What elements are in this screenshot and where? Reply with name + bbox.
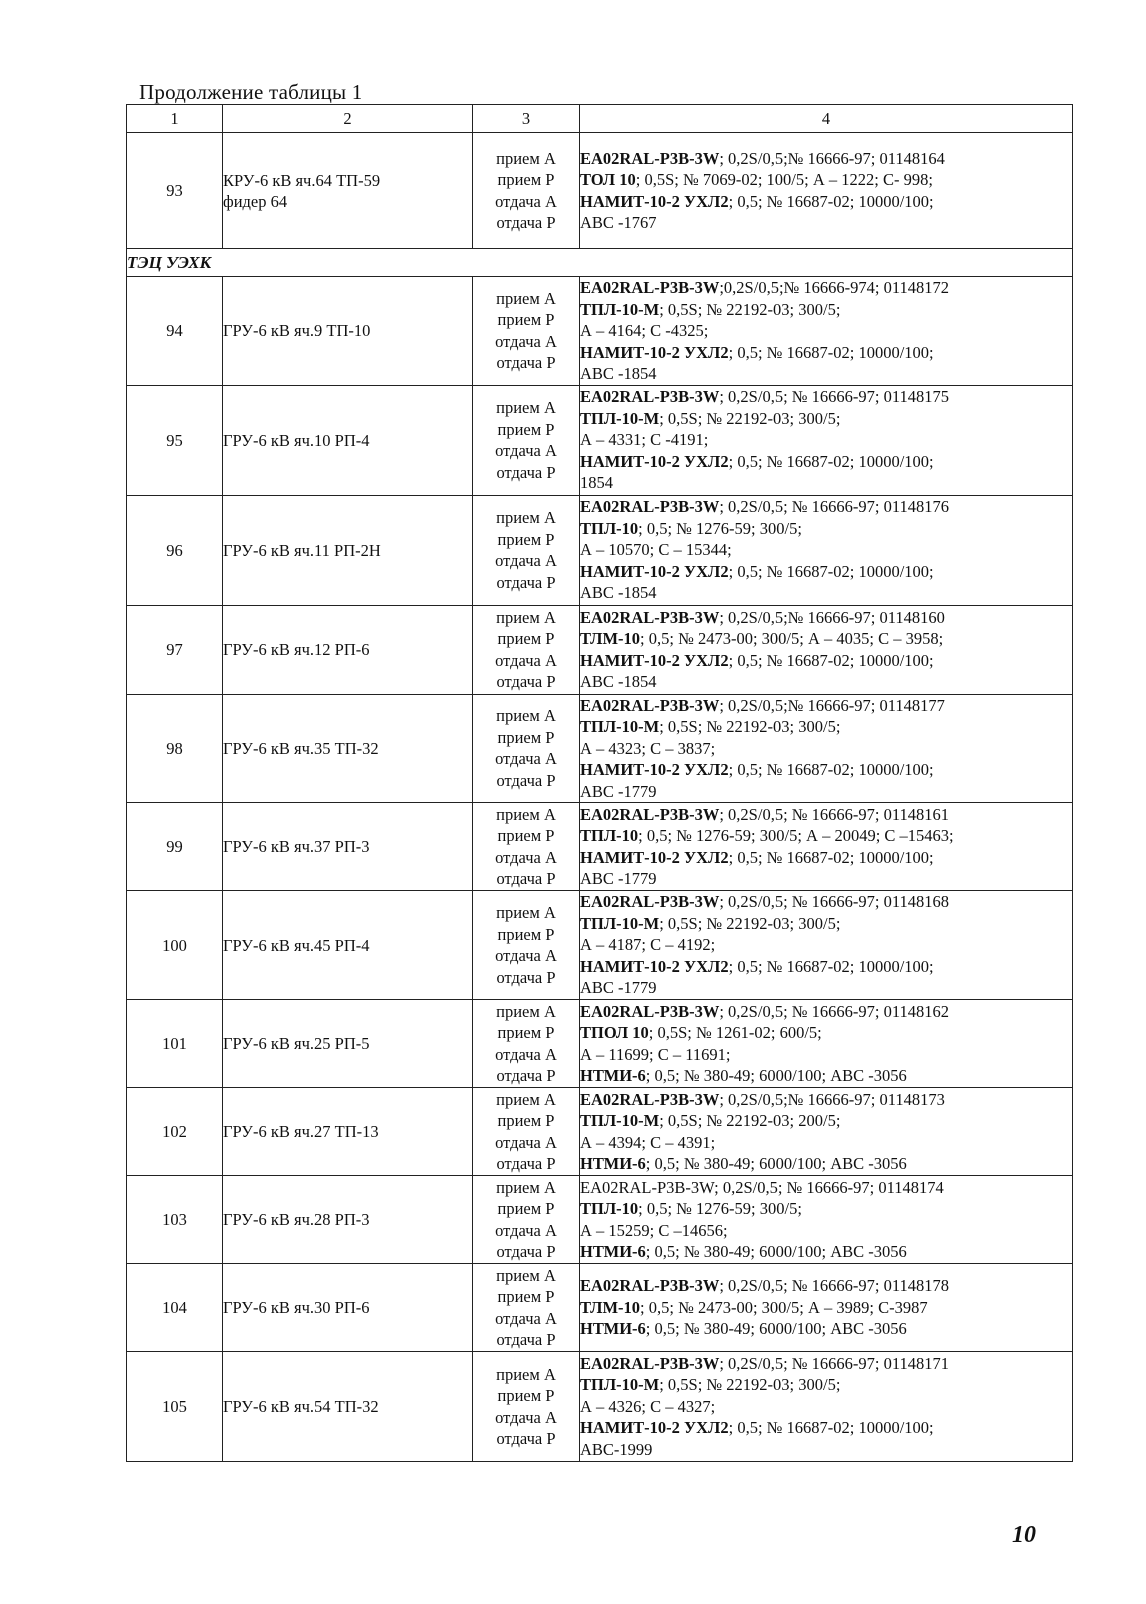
device-type: ЕА02RAL-Р3В-3W: [580, 1276, 720, 1296]
device-type: НАМИТ-10-2 УХЛ2: [580, 342, 729, 362]
device-params: ; 0,5S; № 22192-03; 300/5;: [659, 913, 841, 933]
connection-name-line: ГРУ-6 кВ яч.10 РП-4: [223, 430, 370, 450]
device-type: ТПЛ-10-М: [580, 1375, 660, 1395]
row-number: 93: [127, 133, 223, 249]
description-line: [580, 1153, 1072, 1175]
flow-label: отдача Р: [496, 1242, 556, 1261]
device-params: А – 4187; С – 4192;: [580, 935, 716, 955]
device-params: ; 0,5; № 2473-00; 300/5; А – 4035; С – 3958;: [640, 629, 944, 648]
description-line: [580, 1374, 1072, 1396]
device-params: А – 4323; С – 3837;: [580, 738, 716, 758]
device-params: ; 0,5S; № 1261-02; 600/5;: [648, 1023, 822, 1042]
device-params: ; 0,2S/0,5; № 16666-97; 01148161: [719, 804, 949, 824]
energy-flows: [473, 1352, 580, 1462]
flow-label: прием А: [496, 508, 556, 527]
device-type: ТЛМ-10: [580, 1297, 641, 1317]
connection-name-line: ГРУ-6 кВ яч.9 ТП-10: [223, 321, 371, 341]
description-line: [580, 539, 1072, 561]
flow-label: отдача Р: [496, 1154, 556, 1173]
device-params: АВС-1999: [580, 1439, 653, 1459]
device-type: НАМИТ-10-2 УХЛ2: [580, 191, 729, 211]
device-params: АВС -1854: [580, 672, 657, 691]
row-number: 96: [127, 495, 223, 605]
device-params: ; 0,5; № 16687-02; 10000/100;: [728, 956, 934, 976]
row-number: 94: [127, 277, 223, 386]
energy-flows: [473, 891, 580, 1000]
flow-label: прием А: [496, 903, 556, 922]
flow-label: прием Р: [497, 1386, 555, 1405]
description-line: [580, 1241, 1072, 1263]
description-line: [580, 277, 1072, 299]
row-number: 98: [127, 694, 223, 803]
description-line: [580, 671, 1072, 693]
row-number: 101: [127, 1000, 223, 1088]
device-type: НАМИТ-10-2 УХЛ2: [580, 561, 729, 581]
connection-name-line: фидер 64: [223, 191, 288, 211]
device-params: ; 0,5; № 1276-59; 300/5;: [638, 1199, 802, 1218]
row-number: 104: [127, 1264, 223, 1352]
description-line: [580, 1065, 1072, 1087]
energy-flows: [473, 1264, 580, 1352]
connection-name: [223, 1264, 473, 1352]
table-caption: Продолжение таблицы 1: [139, 80, 363, 104]
device-params: А – 4326; С – 4327;: [580, 1396, 716, 1416]
device-type: НТМИ-6: [580, 1242, 646, 1261]
device-type: ТОЛ 10: [580, 170, 636, 189]
device-type: ТПЛ-10-М: [580, 299, 660, 319]
device-params: ; 0,2S/0,5;№ 16666-97; 01148160: [719, 607, 945, 627]
equipment-description: [580, 694, 1073, 803]
description-line: [580, 148, 1072, 170]
description-line: [580, 1198, 1072, 1220]
flow-label: прием Р: [497, 924, 555, 944]
energy-flows: [473, 694, 580, 803]
description-line: [580, 868, 1072, 890]
flow-label: прием Р: [497, 629, 555, 648]
flow-label: отдача Р: [496, 462, 556, 482]
flow-label: прием А: [496, 1265, 556, 1285]
description-line: [580, 891, 1072, 913]
equipment-description: [580, 495, 1073, 605]
flow-label: прием А: [496, 1177, 556, 1197]
device-params: А – 11699; С – 11691;: [580, 1044, 731, 1064]
device-params: ; 0,2S/0,5;№ 16666-97; 01148173: [719, 1089, 945, 1109]
device-params: ; 0,2S/0,5;№ 16666-97; 01148164: [719, 148, 945, 168]
device-type: ЕА02RAL-Р3В-3W: [580, 1001, 720, 1021]
header-col-2: 2: [223, 105, 473, 133]
device-type: ЕА02RAL-Р3В-3W: [580, 497, 720, 517]
row-number: 99: [127, 803, 223, 891]
description-line: [580, 1220, 1072, 1242]
energy-flows: [473, 605, 580, 694]
description-line: [580, 408, 1072, 430]
connection-name-line: ГРУ-6 кВ яч.27 ТП-13: [223, 1122, 379, 1141]
connection-name-line: КРУ-6 кВ яч.64 ТП-59: [223, 170, 381, 190]
connection-name: [223, 385, 473, 495]
device-type: ТПЛ-10: [580, 826, 639, 845]
flow-label: отдача А: [495, 441, 557, 460]
row-number: 103: [127, 1176, 223, 1264]
energy-flows: [473, 133, 580, 249]
device-type: НАМИТ-10-2 УХЛ2: [580, 760, 729, 779]
connection-name-line: ГРУ-6 кВ яч.28 РП-3: [223, 1210, 370, 1229]
header-col-1: 1: [127, 105, 223, 133]
description-line: [580, 804, 1072, 826]
device-params: ; 0,2S/0,5; № 16666-97; 01148171: [719, 1353, 949, 1373]
energy-flows: [473, 277, 580, 386]
device-type: ТПЛ-10-М: [580, 1111, 660, 1130]
description-line: [580, 363, 1072, 385]
flow-label: прием А: [496, 706, 556, 726]
description-line: [580, 977, 1072, 999]
device-type: ТПЛ-10-М: [580, 913, 660, 933]
connection-name-line: ГРУ-6 кВ яч.54 ТП-32: [223, 1397, 379, 1416]
equipment-description: [580, 1176, 1073, 1264]
description-line: [580, 956, 1072, 978]
flow-label: прием А: [496, 1364, 556, 1384]
flow-label: прием Р: [497, 1111, 555, 1130]
description-line: [580, 496, 1072, 518]
description-line: [580, 1297, 1072, 1319]
flow-label: прием Р: [497, 1199, 555, 1218]
device-type: ЕА02RAL-Р3В-3W: [580, 387, 720, 407]
flow-label: прием А: [496, 804, 556, 824]
flow-label: отдача Р: [496, 869, 556, 888]
table-row: [127, 495, 1073, 605]
device-params: ; 0,5; № 1276-59; 300/5;: [638, 518, 802, 538]
device-type: ЕА02RAL-Р3В-3W: [580, 148, 720, 168]
equipment-description: [580, 1264, 1073, 1352]
description-line: [580, 320, 1072, 342]
equipment-description: [580, 133, 1073, 249]
page-number: 10: [1012, 1522, 1036, 1548]
device-params: ; 0,2S/0,5; № 16666-97; 01148176: [719, 497, 949, 517]
device-type: ЕА02RAL-Р3В-3W: [580, 1353, 720, 1373]
flow-label: отдача Р: [496, 967, 556, 987]
device-params: ; 0,5S; № 22192-03; 300/5;: [659, 408, 841, 428]
flow-label: отдача Р: [496, 572, 556, 592]
device-params: ; 0,5; № 16687-02; 10000/100;: [728, 847, 934, 867]
table-row: [127, 891, 1073, 1000]
flow-label: отдача А: [495, 847, 557, 867]
device-type: ЕА02RAL-Р3В-3W: [580, 892, 720, 912]
flow-label: отдача А: [495, 1407, 557, 1427]
description-line: [580, 1439, 1072, 1461]
device-params: ; 0,2S/0,5; № 16666-97; 01148175: [719, 387, 949, 407]
description-line: [580, 716, 1072, 738]
device-params: АВС -1779: [580, 781, 657, 801]
device-params: А – 4394; С – 4391;: [580, 1132, 716, 1152]
device-type: ТПЛ-10: [580, 518, 639, 538]
flow-label: отдача А: [495, 331, 557, 351]
device-params: ; 0,2S/0,5; № 16666-97; 01148162: [719, 1001, 949, 1021]
device-type: ЕА02RAL-Р3В-3W: [580, 804, 720, 824]
flow-label: прием Р: [497, 1023, 555, 1042]
description-line: [580, 1132, 1072, 1154]
flow-label: прием Р: [497, 310, 555, 330]
table-body: [127, 133, 1073, 1462]
device-type: НТМИ-6: [580, 1154, 646, 1173]
header-col-4: 4: [580, 105, 1073, 133]
description-line: [580, 650, 1072, 672]
description-line: [580, 582, 1072, 604]
device-params: ; 0,5S; № 22192-03; 300/5;: [659, 1375, 841, 1395]
device-type: НТМИ-6: [580, 1066, 646, 1085]
description-line: [580, 1001, 1072, 1023]
equipment-description: [580, 385, 1073, 495]
device-type: ТЛМ-10: [580, 629, 641, 648]
flow-label: прием Р: [497, 727, 555, 747]
description-line: [580, 342, 1072, 364]
flow-label: прием А: [496, 1001, 556, 1021]
connection-name: [223, 277, 473, 386]
description-line: [580, 191, 1072, 213]
description-line: [580, 518, 1072, 540]
device-params: А – 4331; С -4191;: [580, 430, 709, 450]
table-row: [127, 1088, 1073, 1176]
table-row: [127, 1264, 1073, 1352]
equipment-description: [580, 277, 1073, 386]
header-col-3: 3: [473, 105, 580, 133]
flow-label: отдача А: [495, 749, 557, 769]
description-line: [580, 1044, 1072, 1066]
flow-label: отдача Р: [496, 1330, 556, 1349]
description-line: [580, 472, 1072, 494]
description-line: [580, 386, 1072, 408]
table-row: [127, 385, 1073, 495]
equipment-description: [580, 1088, 1073, 1176]
section-title: ТЭЦ УЭХК: [127, 249, 1073, 277]
connection-name: [223, 495, 473, 605]
row-number: 105: [127, 1352, 223, 1462]
device-params: А – 10570; С – 15344;: [580, 540, 732, 560]
device-params: АВС -1779: [580, 978, 657, 998]
energy-flows: [473, 495, 580, 605]
device-type: НАМИТ-10-2 УХЛ2: [580, 650, 729, 670]
description-line: [580, 1022, 1072, 1044]
row-number: 97: [127, 605, 223, 694]
flow-label: отдача Р: [496, 672, 556, 691]
description-line: [580, 1353, 1072, 1375]
table-row: [127, 277, 1073, 386]
device-params: ; 0,2S/0,5; № 16666-97; 01148168: [719, 892, 949, 912]
description-line: [580, 169, 1072, 191]
device-params: ; 0,5S; № 22192-03; 300/5;: [659, 299, 841, 319]
description-line: [580, 1318, 1072, 1340]
device-params: ; 0,5S; № 7069-02; 100/5; А – 1222; С- 998;: [635, 170, 933, 189]
description-line: [580, 1275, 1072, 1297]
flow-label: отдача Р: [496, 1066, 556, 1085]
device-type: НАМИТ-10-2 УХЛ2: [580, 1418, 729, 1438]
device-params: АВС -1767: [580, 213, 657, 232]
connection-name: [223, 1000, 473, 1088]
device-params: А – 15259; С –14656;: [580, 1220, 728, 1240]
description-line: [580, 847, 1072, 869]
connection-name-line: ГРУ-6 кВ яч.25 РП-5: [223, 1034, 370, 1053]
row-number: 95: [127, 385, 223, 495]
connection-name-line: ГРУ-6 кВ яч.12 РП-6: [223, 640, 370, 659]
device-params: ;0,2S/0,5;№ 16666-974; 01148172: [719, 278, 949, 297]
metering-table: [126, 104, 1073, 1462]
energy-flows: [473, 1176, 580, 1264]
flow-label: отдача А: [495, 551, 557, 570]
device-params: ; 0,5; № 1276-59; 300/5; А – 20049; С –15463;: [638, 826, 954, 845]
flow-label: прием А: [496, 1089, 556, 1109]
energy-flows: [473, 1088, 580, 1176]
device-params: ; 0,2S/0,5;№ 16666-97; 01148177: [719, 695, 945, 715]
device-type: НАМИТ-10-2 УХЛ2: [580, 847, 729, 867]
connection-name: [223, 133, 473, 249]
device-params: ; 0,5; № 380-49; 6000/100; АВС -3056: [645, 1319, 907, 1339]
equipment-description: [580, 1000, 1073, 1088]
flow-label: отдача Р: [496, 1429, 556, 1448]
connection-name-line: ГРУ-6 кВ яч.37 РП-3: [223, 837, 370, 856]
connection-name: [223, 891, 473, 1000]
flow-label: отдача А: [495, 1220, 557, 1240]
description-line: [580, 1110, 1072, 1132]
description-line: [580, 1396, 1072, 1418]
description-line: [580, 299, 1072, 321]
device-params: ; 0,5; № 16687-02; 10000/100;: [728, 760, 934, 779]
equipment-description: [580, 1352, 1073, 1462]
flow-label: прием Р: [497, 1287, 555, 1306]
flow-label: отдача А: [495, 1132, 557, 1152]
connection-name-line: ГРУ-6 кВ яч.45 РП-4: [223, 935, 370, 955]
header-row: [127, 105, 1073, 133]
description-line: [580, 607, 1072, 629]
connection-name: [223, 803, 473, 891]
connection-name: [223, 1352, 473, 1462]
description-line: [580, 695, 1072, 717]
description-line: [580, 1417, 1072, 1439]
flow-label: прием Р: [497, 826, 555, 845]
device-params: ; 0,5; № 16687-02; 10000/100;: [728, 650, 934, 670]
row-number: 102: [127, 1088, 223, 1176]
device-type: ЕА02RAL-Р3В-3W: [580, 695, 720, 715]
device-params: ; 0,5; № 380-49; 6000/100; АВС -3056: [645, 1154, 907, 1173]
device-type: НАМИТ-10-2 УХЛ2: [580, 956, 729, 976]
connection-name-line: ГРУ-6 кВ яч.30 РП-6: [223, 1298, 370, 1317]
device-type: ТПОЛ 10: [580, 1023, 649, 1042]
device-params: АВС -1779: [580, 869, 657, 888]
device-params: ; 0,5; № 380-49; 6000/100; АВС -3056: [645, 1066, 907, 1085]
device-type: НАМИТ-10-2 УХЛ2: [580, 451, 729, 471]
flow-label: прием А: [496, 288, 556, 308]
equipment-description: [580, 803, 1073, 891]
description-line: [580, 561, 1072, 583]
table-row: [127, 1000, 1073, 1088]
flow-label: отдача Р: [496, 213, 556, 232]
description-line: [580, 934, 1072, 956]
description-line: [580, 212, 1072, 234]
device-type: НТМИ-6: [580, 1319, 646, 1339]
connection-name: [223, 694, 473, 803]
energy-flows: [473, 385, 580, 495]
device-params: ; 0,5; № 16687-02; 10000/100;: [728, 561, 934, 581]
device-type: ТПЛ-10-М: [580, 717, 660, 736]
device-params: ; 0,2S/0,5; № 16666-97; 01148178: [719, 1276, 949, 1296]
table-row: [127, 605, 1073, 694]
device-type: ТПЛ-10: [580, 1199, 639, 1218]
table-row: [127, 1352, 1073, 1462]
description-line: [580, 781, 1072, 803]
connection-name: [223, 605, 473, 694]
connection-name: [223, 1176, 473, 1264]
flow-label: прием Р: [497, 529, 555, 549]
description-line: [580, 1177, 1072, 1199]
flow-label: отдача Р: [496, 353, 556, 373]
device-params: А – 4164; С -4325;: [580, 321, 709, 340]
description-line: [580, 738, 1072, 760]
flow-label: прием Р: [497, 419, 555, 439]
energy-flows: [473, 1000, 580, 1088]
flow-label: прием А: [496, 148, 556, 168]
description-line: [580, 825, 1072, 847]
device-type: ЕА02RAL-Р3В-3W: [580, 1089, 720, 1109]
flow-label: отдача А: [495, 650, 557, 670]
flow-label: отдача А: [495, 191, 557, 211]
device-params: ; 0,5; № 16687-02; 10000/100;: [728, 191, 934, 211]
flow-label: отдача Р: [496, 770, 556, 790]
device-type: ЕА02RAL-Р3В-3W: [580, 278, 720, 297]
description-line: [580, 451, 1072, 473]
device-params: ; 0,5S; № 22192-03; 300/5;: [659, 717, 841, 736]
flow-label: отдача А: [495, 1308, 557, 1328]
device-params: ; 0,5; № 2473-00; 300/5; А – 3989; С-3987: [640, 1297, 928, 1317]
table-row: [127, 694, 1073, 803]
device-params: ЕА02RAL-Р3В-3W; 0,2S/0,5; № 16666-97; 01148174: [580, 1177, 944, 1197]
device-type: ЕА02RAL-Р3В-3W: [580, 607, 720, 627]
flow-label: отдача А: [495, 946, 557, 965]
equipment-description: [580, 891, 1073, 1000]
table-row: [127, 133, 1073, 249]
device-params: АВС -1854: [580, 364, 657, 383]
table-row: [127, 803, 1073, 891]
energy-flows: [473, 803, 580, 891]
table-row: [127, 1176, 1073, 1264]
flow-label: прием А: [496, 398, 556, 417]
flow-label: прием А: [496, 607, 556, 627]
description-line: [580, 1089, 1072, 1111]
description-line: [580, 759, 1072, 781]
device-params: ; 0,5; № 380-49; 6000/100; АВС -3056: [645, 1242, 907, 1261]
device-type: ТПЛ-10-М: [580, 408, 660, 428]
description-line: [580, 628, 1072, 650]
flow-label: отдача А: [495, 1044, 557, 1064]
device-params: ; 0,5; № 16687-02; 10000/100;: [728, 451, 934, 471]
row-number: 100: [127, 891, 223, 1000]
device-params: АВС -1854: [580, 583, 657, 603]
flow-label: прием Р: [497, 170, 555, 189]
device-params: ; 0,5; № 16687-02; 10000/100;: [728, 1418, 934, 1438]
connection-name-line: ГРУ-6 кВ яч.11 РП-2Н: [223, 540, 381, 560]
equipment-description: [580, 605, 1073, 694]
connection-name-line: ГРУ-6 кВ яч.35 ТП-32: [223, 738, 379, 758]
connection-name: [223, 1088, 473, 1176]
description-line: [580, 913, 1072, 935]
device-params: ; 0,5S; № 22192-03; 200/5;: [659, 1111, 841, 1130]
description-line: [580, 429, 1072, 451]
section-row: [127, 249, 1073, 277]
device-params: ; 0,5; № 16687-02; 10000/100;: [728, 342, 934, 362]
device-params: 1854: [580, 473, 613, 493]
